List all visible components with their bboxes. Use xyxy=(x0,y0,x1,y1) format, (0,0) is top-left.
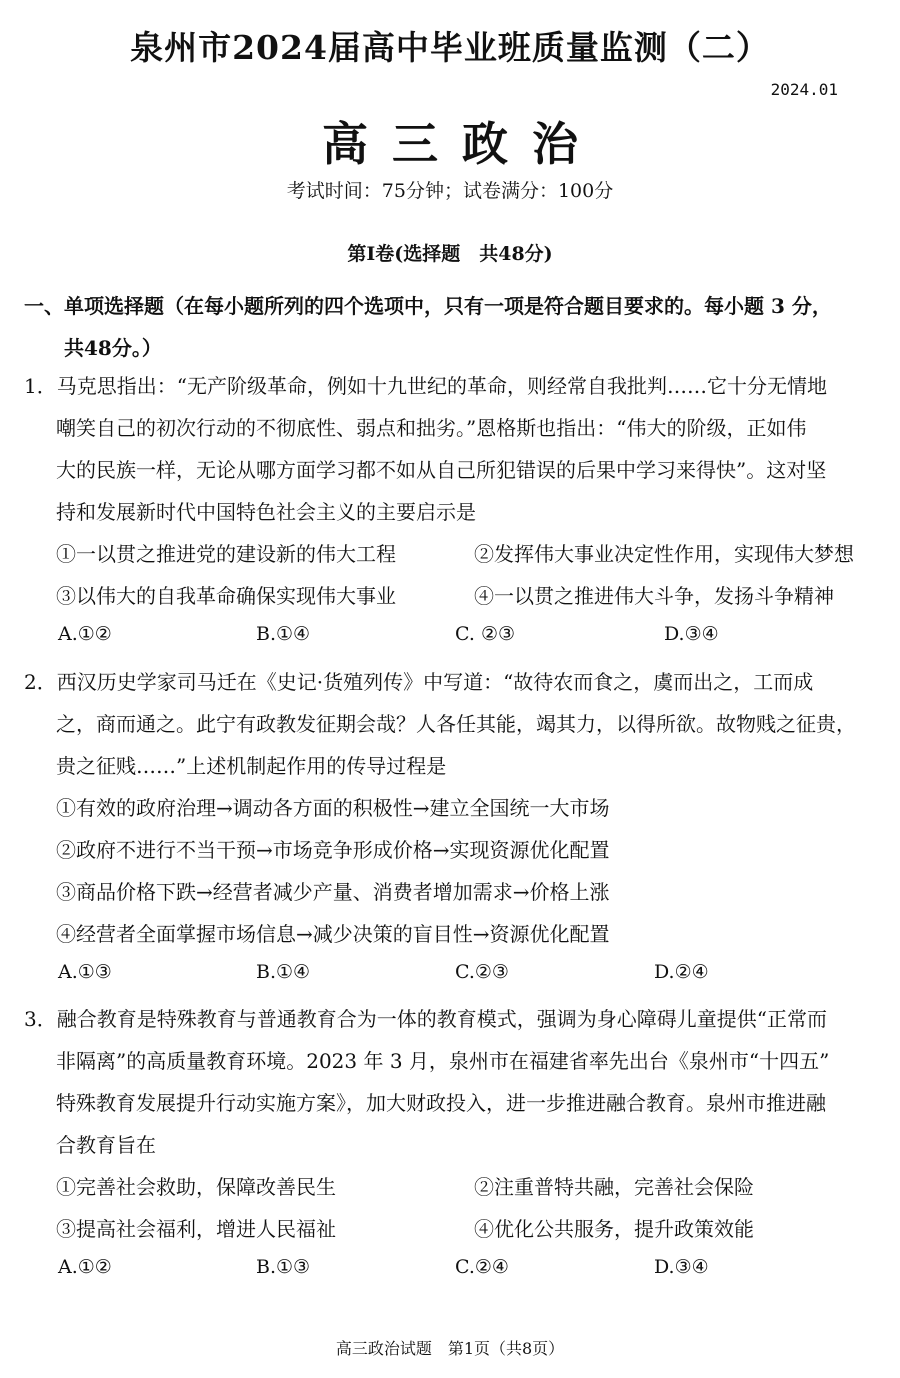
question-2-option-3: ③商品价格下跌→经营者减少产量、消费者增加需求→价格上涨 xyxy=(56,880,610,904)
question-1-answer-b: B.①④ xyxy=(256,623,311,645)
question-1-line-1: 1．马克思指出：“无产阶级革命，例如十九世纪的革命，则经常自我批判……它十分无情地 xyxy=(24,374,827,398)
page-footer: 高三政治试题 第1页（共8页） xyxy=(335,1339,565,1358)
question-1-option-1: ①一以贯之推进党的建设新的伟大工程 xyxy=(56,542,396,566)
question-1-line-4: 持和发展新时代中国特色社会主义的主要启示是 xyxy=(56,500,476,524)
question-2-line-1: 2．西汉历史学家司马迁在《史记·货殖列传》中写道：“故待农而食之，虞而出之，工而成 xyxy=(24,670,814,694)
question-3-option-2: ②注重普特共融，完善社会保险 xyxy=(474,1175,754,1199)
subject-title: 高三政治 xyxy=(322,117,602,171)
question-3-option-4: ④优化公共服务，提升政策效能 xyxy=(474,1217,754,1241)
question-1-option-2: ②发挥伟大事业决定性作用，实现伟大梦想 xyxy=(474,542,854,566)
question-1-line-3: 大的民族一样，无论从哪方面学习都不如从自己所犯错误的后果中学习来得快”。这对坚 xyxy=(56,458,827,482)
question-1-answer-a: A.①② xyxy=(58,623,112,645)
question-2-line-3: 贵之征贱……”上述机制起作用的传导过程是 xyxy=(56,754,447,778)
question-2-option-2: ②政府不进行不当干预→市场竞争形成价格→实现资源优化配置 xyxy=(56,838,610,862)
section-heading-line2: 共48分。） xyxy=(64,336,162,360)
question-2-answer-c: C.②③ xyxy=(455,961,509,983)
question-2-answer-b: B.①④ xyxy=(256,961,311,983)
section-heading-line1: 一、单项选择题（在每小题所列的四个选项中，只有一项是符合题目要求的。每小题 3 分， xyxy=(24,294,832,318)
question-1-answer-d: D.③④ xyxy=(664,623,719,645)
question-3-answer-c: C.②④ xyxy=(455,1256,509,1278)
question-2-answer-a: A.①③ xyxy=(58,961,112,983)
volume-title: 第I卷(选择题 共48分) xyxy=(347,243,553,265)
question-1-line-2: 嘲笑自己的初次行动的不彻底性、弱点和拙劣。”恩格斯也指出：“伟大的阶级，正如伟 xyxy=(56,416,807,440)
question-3-answer-a: A.①② xyxy=(58,1256,112,1278)
question-2-option-1: ①有效的政府治理→调动各方面的积极性→建立全国统一大市场 xyxy=(56,796,610,820)
exam-title: 泉州市2024届高中毕业班质量监测（二） xyxy=(130,28,770,67)
question-3-line-2: 非隔离”的高质量教育环境。2023 年 3 月，泉州市在福建省率先出台《泉州市“十四五” xyxy=(56,1049,830,1073)
question-3-option-3: ③提高社会福利，增进人民福祉 xyxy=(56,1217,336,1241)
section-heading xyxy=(24,285,884,369)
question-1-option-4: ④一以贯之推进伟大斗争，发扬斗争精神 xyxy=(474,584,834,608)
question-1-option-3: ③以伟大的自我革命确保实现伟大事业 xyxy=(56,584,396,608)
question-1-answer-c: C. ②③ xyxy=(455,623,516,645)
question-3-answer-b: B.①③ xyxy=(256,1256,311,1278)
question-3-line-3: 特殊教育发展提升行动实施方案》，加大财政投入，进一步推进融合教育。泉州市推进融 xyxy=(56,1091,826,1115)
exam-info: 考试时间：75分钟；试卷满分：100分 xyxy=(286,180,614,202)
question-3-line-1: 3．融合教育是特殊教育与普通教育合为一体的教育模式，强调为身心障碍儿童提供“正常而 xyxy=(24,1007,827,1031)
question-2-option-4: ④经营者全面掌握市场信息→减少决策的盲目性→资源优化配置 xyxy=(56,922,610,946)
question-3-answer-d: D.③④ xyxy=(654,1256,709,1278)
question-2-line-2: 之，商而通之。此宁有政教发征期会哉？人各任其能，竭其力，以得所欲。故物贱之征贵， xyxy=(56,712,856,736)
exam-date: 2024.01 xyxy=(770,80,838,99)
question-3-line-4: 合教育旨在 xyxy=(56,1133,156,1157)
question-2-answer-d: D.②④ xyxy=(654,961,709,983)
question-3-option-1: ①完善社会救助，保障改善民生 xyxy=(56,1175,336,1199)
